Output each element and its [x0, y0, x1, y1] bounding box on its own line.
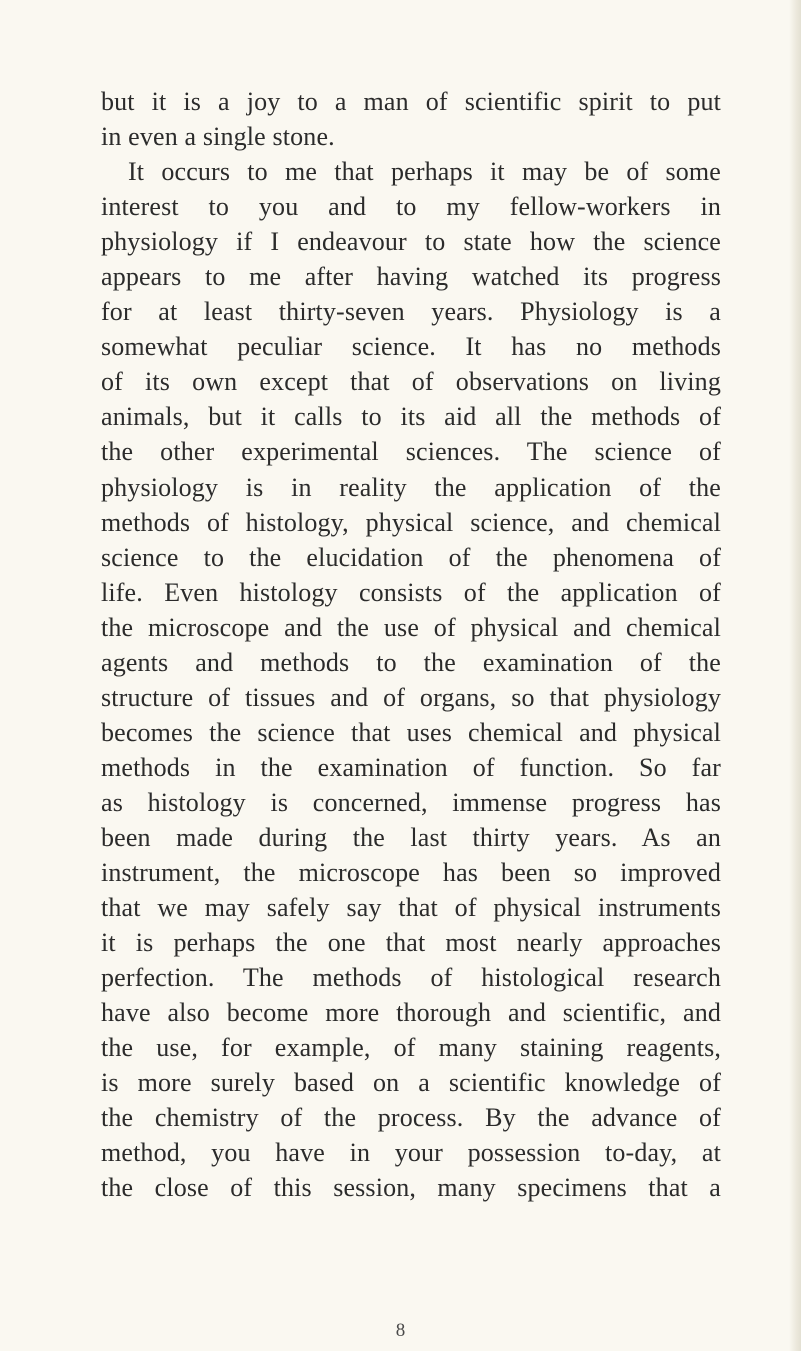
text-line: becomes the science that uses chemical and physical — [101, 717, 721, 747]
text-line: somewhat peculiar science. It has no methods — [101, 332, 721, 362]
page-edge-shadow — [789, 0, 801, 1351]
text-line: that we may safely say that of physical instruments — [101, 893, 721, 923]
text-line: the other experimental sciences. The science of — [101, 437, 721, 467]
text-line: methods of histology, physical science, and chemical — [101, 507, 721, 537]
text-line: but it is a joy to a man of scientific spirit to put — [101, 87, 721, 116]
text-line: appears to me after having watched its progress — [101, 262, 721, 292]
text-line: for at least thirty-seven years. Physiology is a — [101, 297, 721, 327]
text-line: as histology is concerned, immense progress has — [101, 787, 721, 817]
text-line: it is perhaps the one that most nearly approaches — [101, 928, 721, 958]
text-line: methods in the examination of function. So far — [101, 752, 721, 782]
text-line: in even a single stone. — [101, 122, 335, 152]
text-line: of its own except that of observations on living — [101, 367, 721, 397]
text-line: structure of tissues and of organs, so that physiology — [101, 682, 721, 712]
text-line: physiology is in reality the application of the — [101, 472, 721, 502]
text-line: the close of this session, many specimens that a — [101, 1173, 721, 1203]
text-line: animals, but it calls to its aid all the methods of — [101, 402, 721, 432]
text-line: agents and methods to the examination of the — [101, 647, 721, 677]
text-line: physiology if I endeavour to state how the science — [101, 227, 721, 257]
text-line: method, you have in your possession to-day, at — [101, 1138, 721, 1168]
page-number: 8 — [395, 1320, 406, 1341]
text-line: is more surely based on a scientific knowledge of — [101, 1068, 721, 1098]
body-text — [101, 84, 721, 1206]
text-line: been made during the last thirty years. As an — [101, 822, 721, 852]
text-line: the use, for example, of many staining reagents, — [101, 1033, 721, 1063]
text-line: have also become more thorough and scientific, and — [101, 998, 721, 1028]
text-line: perfection. The methods of histological research — [101, 963, 721, 993]
text-line: the microscope and the use of physical and chemical — [101, 612, 721, 642]
text-line: It occurs to me that perhaps it may be of some — [128, 157, 721, 187]
text-line: science to the elucidation of the phenomena of — [101, 542, 721, 572]
text-line: interest to you and to my fellow-workers in — [101, 192, 721, 222]
text-line: the chemistry of the process. By the advance of — [101, 1103, 721, 1133]
text-line: life. Even histology consists of the application of — [101, 577, 721, 607]
text-line: instrument, the microscope has been so improved — [101, 858, 721, 888]
